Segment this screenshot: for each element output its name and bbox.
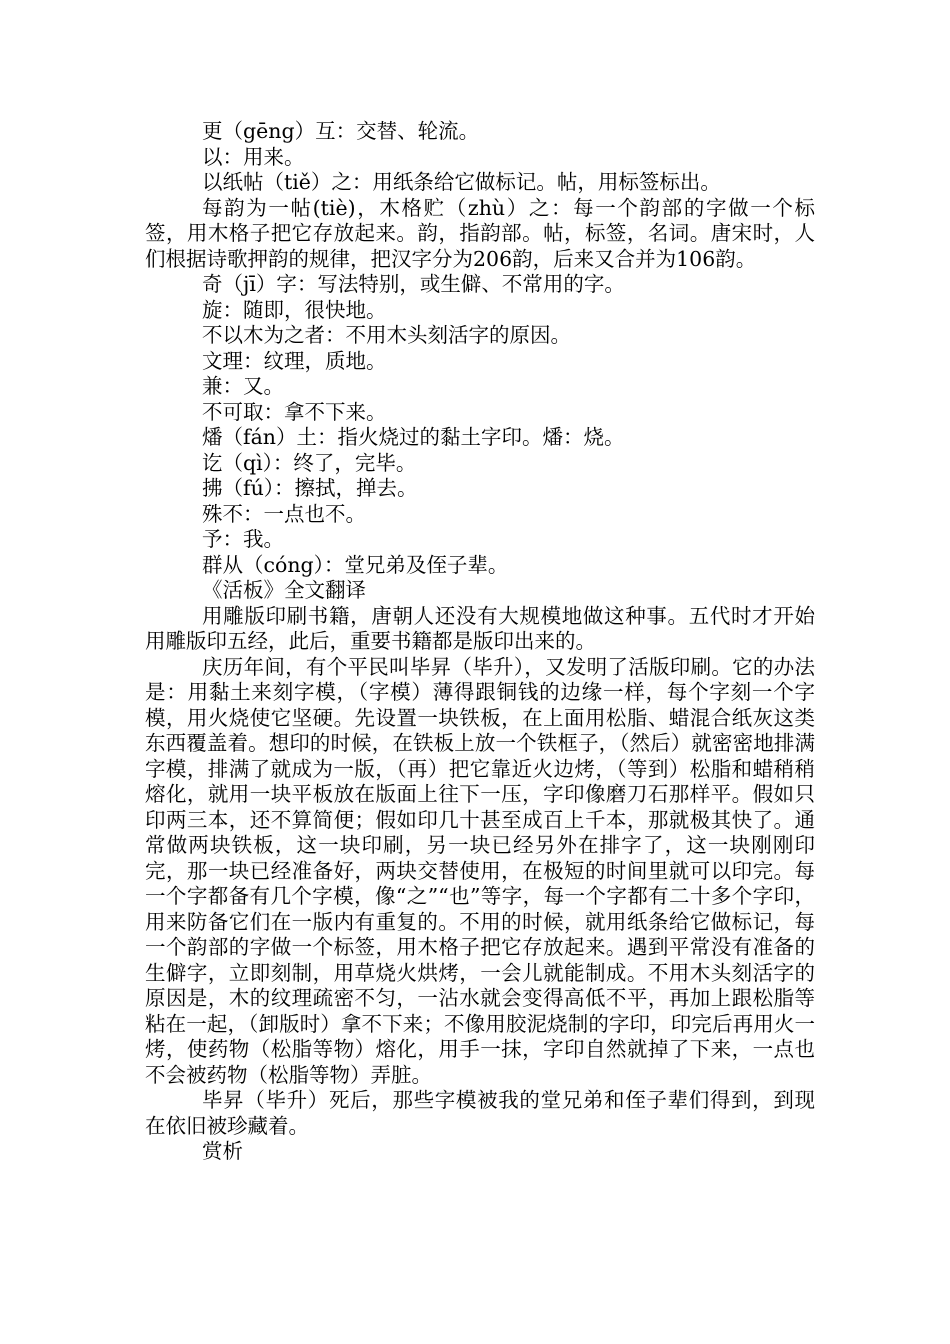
annotation-item: 予：我。	[202, 527, 284, 551]
document-body	[145, 119, 815, 1165]
annotation-item: 兼：又。	[202, 374, 284, 398]
annotation-item: 文理：纹理，质地。	[202, 348, 387, 373]
annotation-item: 以纸帖（tiě）之：用纸条给它做标记。帖，用标签标出。	[202, 170, 721, 194]
annotation-item: 不以木为之者：不用木头刻活字的原因。	[202, 323, 571, 347]
annotation-item: 拂（fú）：擦拭，掸去。	[202, 476, 418, 500]
annotation-item: 更（gēng）互：交替、轮流。	[202, 119, 480, 143]
annotation-item: 奇（jī）字：写法特别，或生僻、不常用的字。	[202, 272, 625, 296]
annotation-item: 燔（fán）土：指火烧过的黏土字印。燔：烧。	[202, 425, 625, 449]
annotation-item: 旋：随即，很快地。	[202, 297, 387, 322]
annotation-item: 讫（qì）：终了，完毕。	[202, 450, 417, 475]
annotation-item: 每韵为一帖(tiè)，木格贮（zhù）之：每一个韵部的字做一个标签，用木格子把它存放起来。韵，指韵部。帖，标签，名词。唐宋时，人们根据诗歌押韵的规律，把汉字分为206韵，后来又合并为106韵。	[145, 195, 815, 271]
translation-paragraph: 用雕版印刷书籍，唐朝人还没有大规模地做这种事。五代时才开始用雕版印五经，此后，重要书籍都是版印出来的。	[145, 603, 815, 653]
annotation-item: 以：用来。	[202, 144, 305, 169]
translation-paragraph: 毕昇（毕升）死后，那些字模被我的堂兄弟和侄子辈们得到，到现在依旧被珍藏着。	[145, 1088, 815, 1138]
translation-heading: 《活板》全文翻译	[202, 578, 366, 602]
appreciation-heading: 赏析	[202, 1139, 243, 1163]
annotation-item: 殊不：一点也不。	[202, 501, 366, 526]
annotation-item: 群从（cóng）：堂兄弟及侄子辈。	[202, 552, 509, 577]
translation-paragraph: 庆历年间，有个平民叫毕昇（毕升），又发明了活版印刷。它的办法是：用黏土来刻字模，（字模）薄得跟铜钱的边缘一样，每个字刻一个字模，用火烧使它坚硬。先设置一块铁板，在上面用松脂、蜡混合纸灰这类东西覆盖着。想印的时候，在铁板上放一个铁框子，（然后）就密密地排满字模，排满了就成为一版，（再）把它靠近火边烤，（等到）松脂和蜡稍稍熔化，就用一块平板放在版面上往下一压，字印像磨刀石那样平。假如只印两三本，还不算简便；假如印几十甚至成百上千本，那就极其快了。通常做两块铁板，这一块印刷，另一块已经另外在排字了，这一块刚刚印完，那一块已经准备好，两块交替使用，在极短的时间里就可以印完。每一个字都备有几个字模，像“之”“也”等字，每一个字都有二十多个字印，用来防备它们在一版内有重复的。不用的时候，就用纸条给它做标记，每一个韵部的字做一个标签，用木格子把它存放起来。遇到平常没有准备的生僻字，立即刻制，用草烧火烘烤，一会儿就能制成。不用木头刻活字的原因是，木的纹理疏密不匀，一沾水就会变得高低不平，再加上跟松脂等粘在一起，（卸版时）拿不下来；不像用胶泥烧制的字印，印完后再用火一烤，使药物（松脂等物）熔化，用手一抹，字印自然就掉了下来，一点也不会被药物（松脂等物）弄脏。	[145, 654, 815, 1087]
annotation-item: 不可取：拿不下来。	[202, 399, 387, 424]
